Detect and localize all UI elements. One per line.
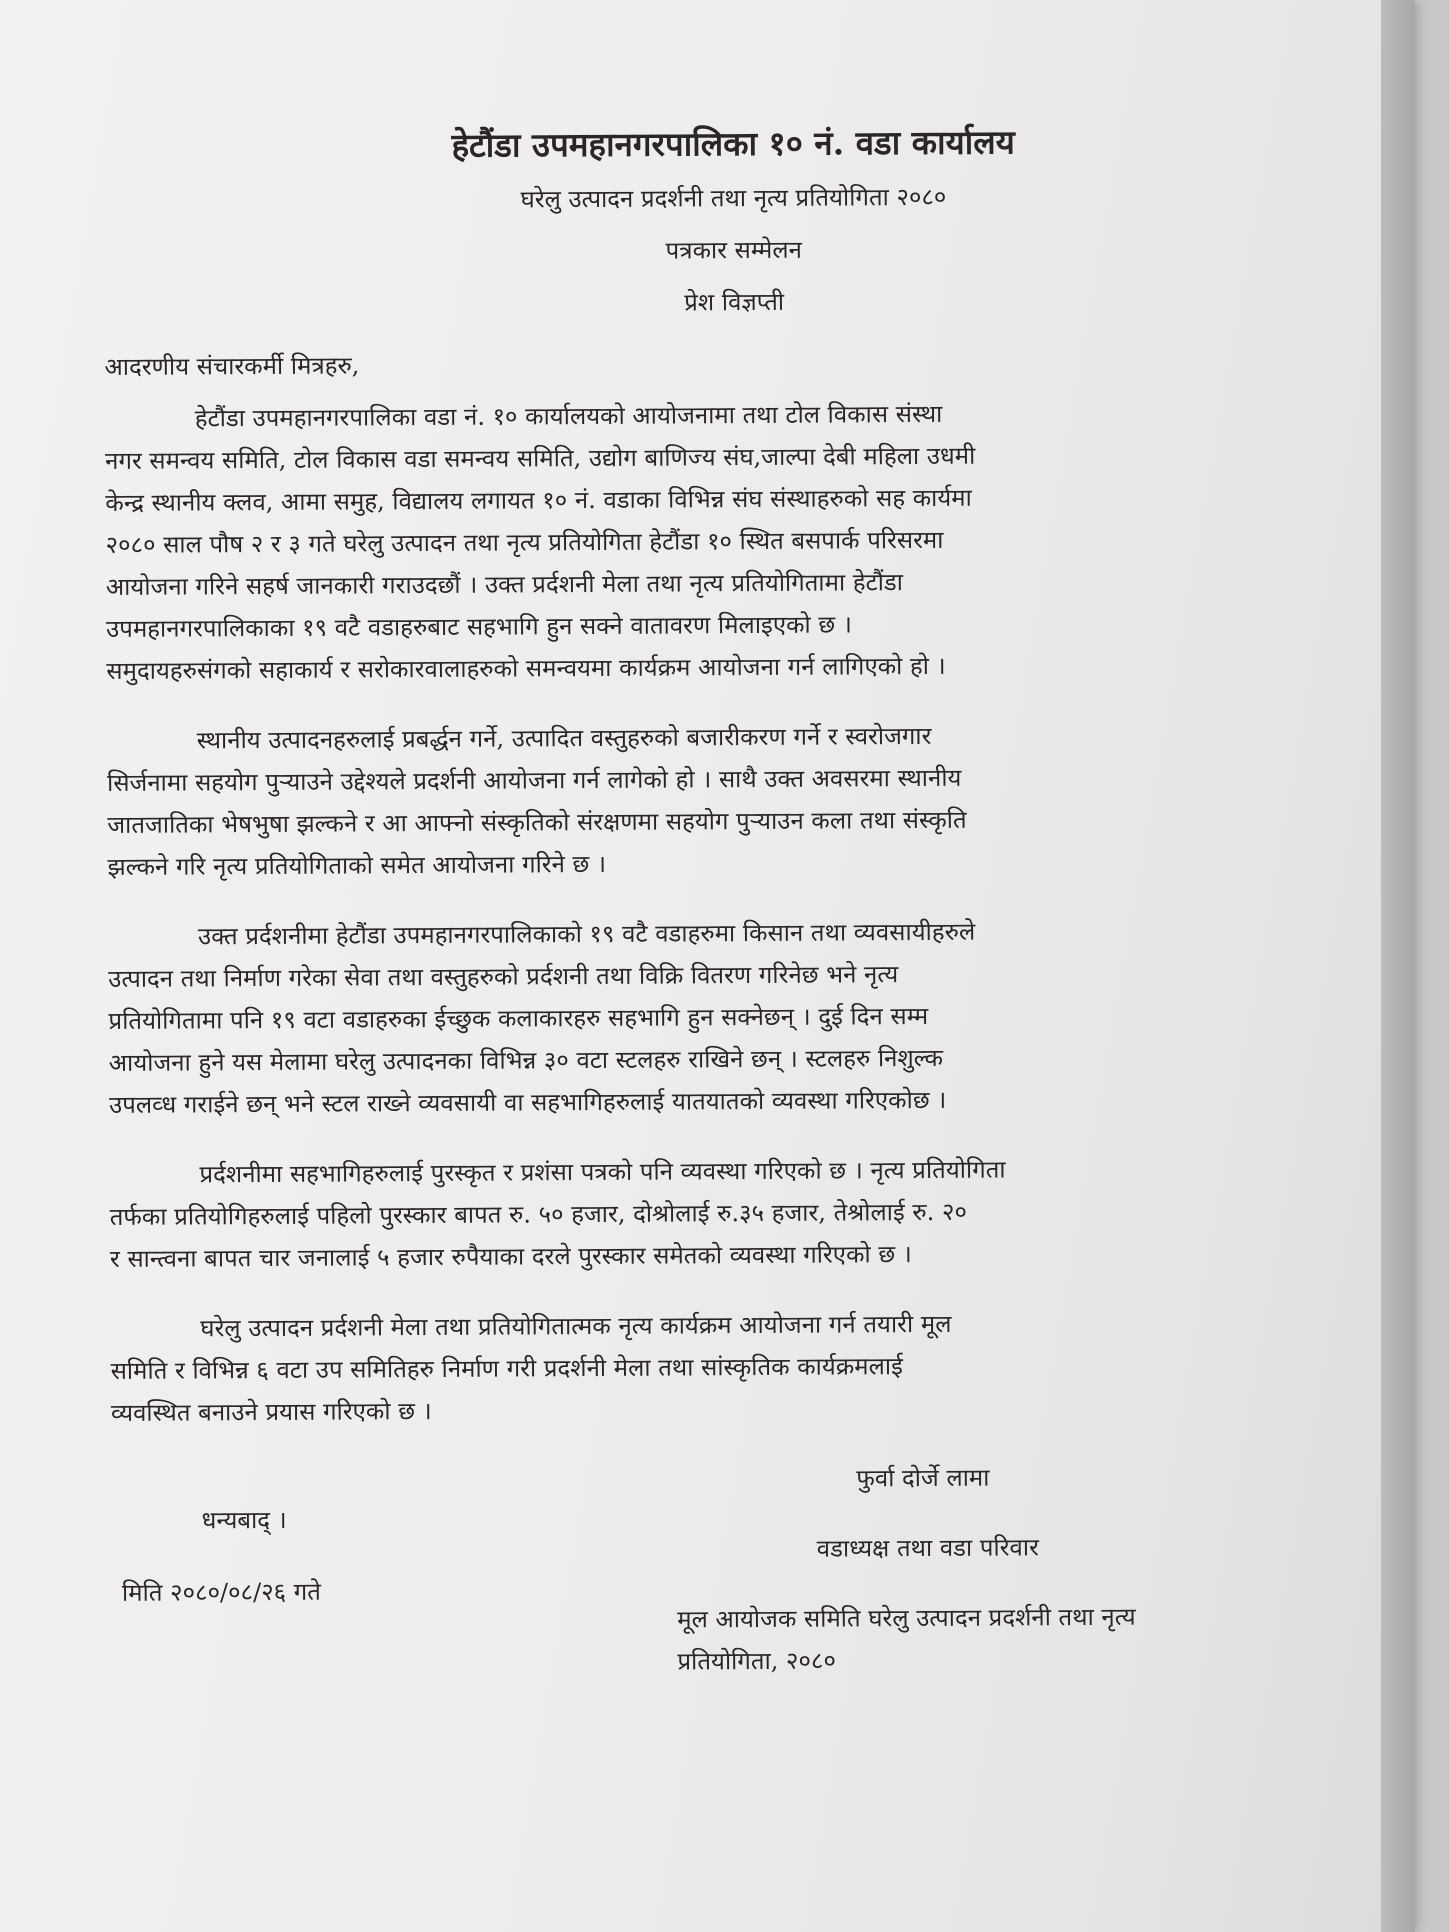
paragraph-line: हेटौंडा उपमहानगरपालिका वडा नं. १० कार्यालयको आयोजनामा तथा टोल विकास संस्था [194, 399, 943, 433]
paragraph-line: जातजातिका भेषभुषा झल्कने र आ आफ्नो संस्कृतिको संरक्षणमा सहयोग पुर्‍याउन कला तथा संस्कृति [107, 805, 967, 839]
salutation: आदरणीय संचारकर्मी मित्रहरु, [104, 351, 360, 381]
paragraph-line: केन्द्र स्थानीय क्लव, आमा समुह, विद्यालय लगायत १० नं. वडाका विभिन्न संघ संस्थाहरुको सह कार्यमा [105, 483, 972, 517]
paragraph-line: उत्पादन तथा निर्माण गरेका सेवा तथा वस्तुहरुको प्रर्दशनी तथा विक्रि वितरण गरिनेछ भने नृत्य [108, 960, 899, 993]
paragraph-line: नगर समन्वय समिति, टोल विकास वडा समन्वय समिति, उद्योग बाणिज्य संघ,जाल्पा देबी महिला उधमी [104, 441, 976, 475]
signer-title: वडाध्यक्ष तथा वडा परिवार [816, 1533, 1039, 1563]
paragraph-line: प्रतियोगितामा पनि १९ वटा वडाहरुका ईच्छुक कलाकारहरु सहभागि हुन सक्नेछन् । दुई दिन सम्म [108, 1001, 929, 1035]
page-edge-shadow [1381, 0, 1415, 1932]
paragraph-line: झल्कने गरि नृत्य प्रतियोगिताको समेत आयोजना गरिने छ । [107, 849, 607, 881]
committee-line: मूल आयोजक समिति घरेलु उत्पादन प्रदर्शनी तथा नृत्य [677, 1602, 1136, 1634]
committee-line: प्रतियोगिता, २०८० [677, 1646, 837, 1676]
date-text: मिति २०८०/०८/२६ गते [121, 1577, 322, 1607]
paragraph-line: प्रर्दशनीमा सहभागिहरुलाई पुरस्कृत र प्रशंसा पत्रको पनि व्यवस्था गरिएको छ । नृत्य प्रतियोगिता [199, 1155, 1006, 1189]
paragraph-line: उपलव्ध गराईने छन् भने स्टल राख्ने व्यवसायी वा सहभागिहरुलाई यातयातको व्यवस्था गरिएकोछ । [108, 1085, 947, 1119]
paragraph-line: तर्फका प्रतियोगिहरुलाई पहिलो पुरस्कार बापत रु. ५० हजार, दोश्रोलाई रु.३५ हजार, तेश्रोलाई रु. २० [109, 1197, 967, 1231]
paragraph-line: घरेलु उत्पादन प्रर्दशनी मेला तथा प्रतियोगितात्मक नृत्य कार्यक्रम आयोजना गर्न तयारी मूल [200, 1309, 952, 1343]
press-release-document [103, 113, 1313, 1722]
paragraph-line: स्थानीय उत्पादनहरुलाई प्रबर्द्धन गर्ने, उत्पादित वस्तुहरुको बजारीकरण गर्ने र स्वरोजगार [196, 721, 932, 755]
office-title: हेटौंडा उपमहानगरपालिका १० नं. वडा कार्यालय [451, 122, 1015, 165]
event-title: घरेलु उत्पादन प्रदर्शनी तथा नृत्य प्रतियोगिता २०८० [520, 182, 947, 214]
paragraph-4 [109, 1147, 1310, 1280]
thanks-text: धन्यबाद् । [201, 1505, 287, 1535]
paragraph-line: र सान्त्वना बापत चार जनालाई ५ हजार रुपैयाका दरले पुरस्कार समेतको व्यवस्था गरिएको छ । [109, 1240, 912, 1273]
paragraph-2 [107, 713, 1308, 888]
meeting-title: पत्रकार सम्मेलन [665, 235, 803, 265]
closing-block [111, 1455, 1313, 1722]
paragraph-line: समिति र विभिन्न ६ वटा उप समितिहरु निर्माण गरी प्रदर्शनी मेला तथा सांस्कृतिक कार्यक्रमलाई [110, 1352, 903, 1385]
paragraph-line: आयोजना गरिने सहर्ष जानकारी गराउदछौं । उक्त प्रर्दशनी मेला तथा नृत्य प्रतियोगितामा हेटौंडा [105, 568, 904, 601]
paragraph-1 [105, 391, 1307, 692]
release-title: प्रेश विज्ञप्ती [684, 287, 785, 317]
paragraph-5 [110, 1301, 1311, 1434]
organizing-committee [677, 1596, 1136, 1683]
paragraph-line: समुदायहरुसंगको सहाकार्य र सरोकारवालाहरुको समन्वयमा कार्यक्रम आयोजना गर्न लागिएको हो । [106, 651, 946, 685]
paragraph-line: आयोजना हुने यस मेलामा घरेलु उत्पादनका विभिन्न ३० वटा स्टलहरु राखिने छन् । स्टलहरु निशुल्क [108, 1043, 944, 1077]
paragraph-line: २०८० साल पौष २ र ३ गते घरेलु उत्पादन तथा नृत्य प्रतियोगिता हेटौंडा १० स्थित बसपार्क परिसरमा [105, 525, 944, 559]
paragraph-line: उपमहानगरपालिकाका १९ वटै वडाहरुबाट सहभागि हुन सक्ने वातावरण मिलाइएको छ । [106, 610, 852, 643]
paragraph-line: सिर्जनामा सहयोग पुर्‍याउने उद्देश्यले प्रदर्शनी आयोजना गर्न लागेको हो । साथै उक्त अवसरमा स्थानीय [106, 763, 962, 797]
paragraph-3 [108, 909, 1309, 1126]
paragraph-line: उक्त प्रर्दशनीमा हेटौंडा उपमहानगरपालिकाको १९ वटै वडाहरुमा किसान तथा व्यवसायीहरुले [197, 917, 976, 951]
paragraph-line: व्यवस्थित बनाउने प्रयास गरिएको छ । [110, 1397, 432, 1427]
signer-name: फुर्वा दोर्जे लामा [856, 1463, 990, 1493]
